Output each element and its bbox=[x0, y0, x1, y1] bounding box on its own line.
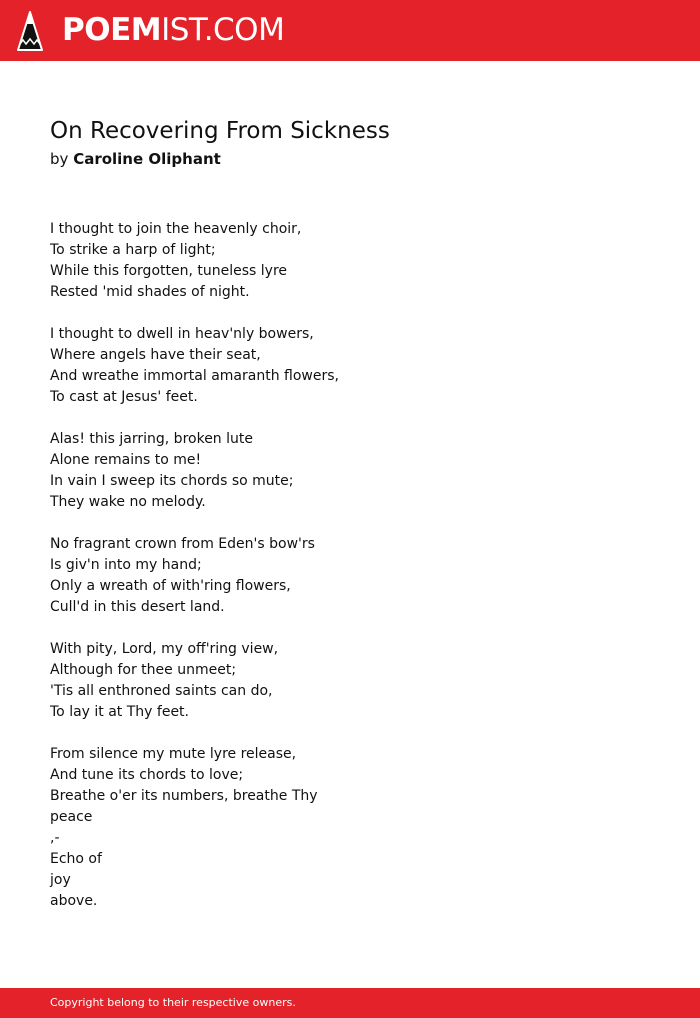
poem-line: Rested 'mid shades of night. bbox=[50, 284, 250, 300]
pencil-tip-icon bbox=[17, 10, 43, 52]
poem-line: While this forgotten, tuneless lyre bbox=[50, 263, 288, 279]
poem-line: No fragrant crown from Eden's bow'rs bbox=[50, 536, 315, 552]
poem-line: Is giv'n into my hand; bbox=[50, 557, 202, 573]
stanza bbox=[50, 429, 650, 513]
stanza bbox=[50, 744, 650, 912]
poem-line: peace bbox=[50, 809, 93, 825]
byline bbox=[50, 149, 221, 169]
poem-line: Although for thee unmeet; bbox=[50, 662, 237, 678]
poem-line: From silence my mute lyre release, bbox=[50, 746, 297, 762]
poem-line: above. bbox=[50, 893, 98, 909]
poem-line: ,- bbox=[50, 830, 60, 846]
poem-line: Echo of bbox=[50, 851, 102, 867]
poem-line: And wreathe immortal amaranth flowers, bbox=[50, 368, 339, 384]
site-header bbox=[0, 0, 700, 61]
poem-line: Breathe o'er its numbers, breathe Thy bbox=[50, 788, 318, 804]
stanza bbox=[50, 639, 650, 723]
logo-bold-text: POEM bbox=[62, 12, 162, 48]
by-label: by bbox=[50, 150, 69, 168]
poem-line: Alone remains to me! bbox=[50, 452, 202, 468]
poem-line: With pity, Lord, my off'ring view, bbox=[50, 641, 279, 657]
site-logo[interactable] bbox=[62, 11, 284, 49]
stanza-gap bbox=[50, 513, 650, 534]
site-footer bbox=[0, 988, 700, 1018]
stanza-gap bbox=[50, 408, 650, 429]
poem-line: To strike a harp of light; bbox=[50, 242, 216, 258]
poem-line: Only a wreath of with'ring flowers, bbox=[50, 578, 291, 594]
poem-line: In vain I sweep its chords so mute; bbox=[50, 473, 294, 489]
poem-line: They wake no melody. bbox=[50, 494, 206, 510]
author-name: Caroline Oliphant bbox=[73, 150, 221, 168]
poem-line: Where angels have their seat, bbox=[50, 347, 261, 363]
stanza bbox=[50, 534, 650, 618]
logo-light-text: IST.COM bbox=[161, 12, 285, 48]
poem-title: On Recovering From Sickness bbox=[50, 118, 390, 144]
poem-line: To lay it at Thy feet. bbox=[50, 704, 189, 720]
poem-line: joy bbox=[50, 872, 71, 888]
stanza bbox=[50, 219, 650, 303]
copyright-text: Copyright belong to their respective owners. bbox=[50, 996, 296, 1009]
stanza-gap bbox=[50, 303, 650, 324]
stanza-gap bbox=[50, 618, 650, 639]
poem-line: I thought to join the heavenly choir, bbox=[50, 221, 302, 237]
poem-line: 'Tis all enthroned saints can do, bbox=[50, 683, 273, 699]
poem-line: I thought to dwell in heav'nly bowers, bbox=[50, 326, 314, 342]
poem-line: To cast at Jesus' feet. bbox=[50, 389, 198, 405]
poem-body bbox=[50, 219, 650, 912]
stanza bbox=[50, 324, 650, 408]
stanza-gap bbox=[50, 723, 650, 744]
poem-line: And tune its chords to love; bbox=[50, 767, 244, 783]
poem-line: Cull'd in this desert land. bbox=[50, 599, 225, 615]
poem-line: Alas! this jarring, broken lute bbox=[50, 431, 253, 447]
